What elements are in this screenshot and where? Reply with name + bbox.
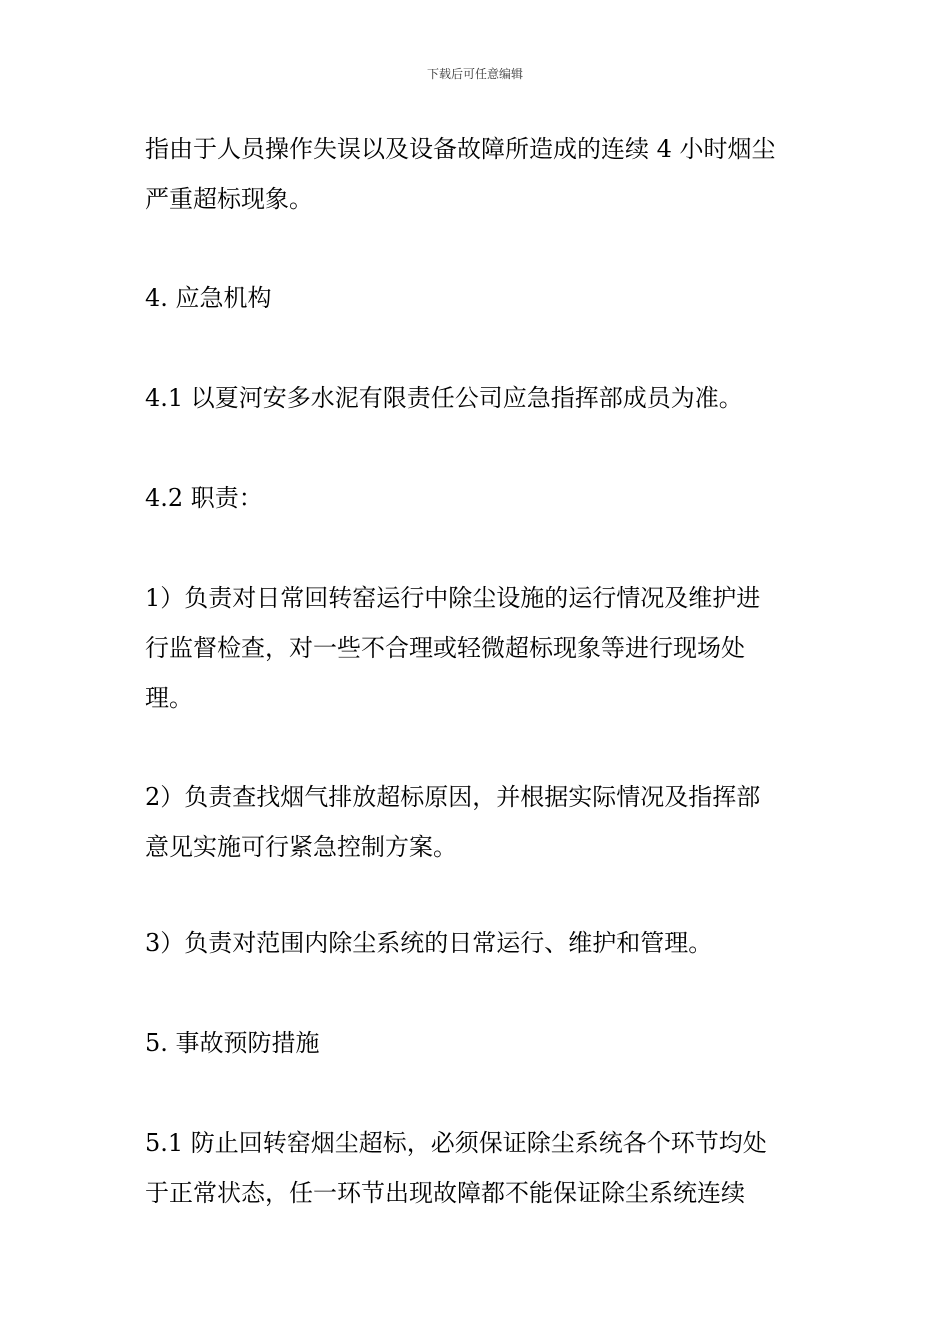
duty-item-2 <box>145 772 807 872</box>
text-line: 理。 <box>145 684 193 712</box>
paragraph-4-2 <box>145 473 807 523</box>
section-heading-text: 4. 应急机构 <box>145 284 272 312</box>
duty-item-1 <box>145 573 807 723</box>
text-line: 4.2 职责： <box>145 484 263 512</box>
header-note: 下载后可任意编辑 <box>426 67 523 81</box>
paragraph-5-1 <box>145 1118 807 1218</box>
text-line: 1）负责对日常回转窑运行中除尘设施的运行情况及维护进 <box>145 584 761 612</box>
paragraph-4-1 <box>145 373 807 423</box>
duty-item-3 <box>145 918 807 968</box>
text-line: 指由于人员操作失误以及设备故障所造成的连续 4 小时烟尘 <box>145 135 776 163</box>
text-line: 行监督检查，对一些不合理或轻微超标现象等进行现场处 <box>145 634 745 662</box>
section-heading-5 <box>145 1018 807 1068</box>
text-line: 5.1 防止回转窑烟尘超标，必须保证除尘系统各个环节均处 <box>145 1129 767 1157</box>
text-line: 2）负责查找烟气排放超标原因，并根据实际情况及指挥部 <box>145 783 761 811</box>
text-line: 严重超标现象。 <box>145 185 313 213</box>
text-line: 4.1 以夏河安多水泥有限责任公司应急指挥部成员为准。 <box>145 384 743 412</box>
section-heading-text: 5. 事故预防措施 <box>145 1029 320 1057</box>
text-line: 意见实施可行紧急控制方案。 <box>145 833 457 861</box>
paragraph-definition <box>145 124 807 224</box>
text-line: 于正常状态，任一环节出现故障都不能保证除尘系统连续 <box>145 1179 745 1207</box>
section-heading-4 <box>145 273 807 323</box>
text-line: 3）负责对范围内除尘系统的日常运行、维护和管理。 <box>145 929 713 957</box>
